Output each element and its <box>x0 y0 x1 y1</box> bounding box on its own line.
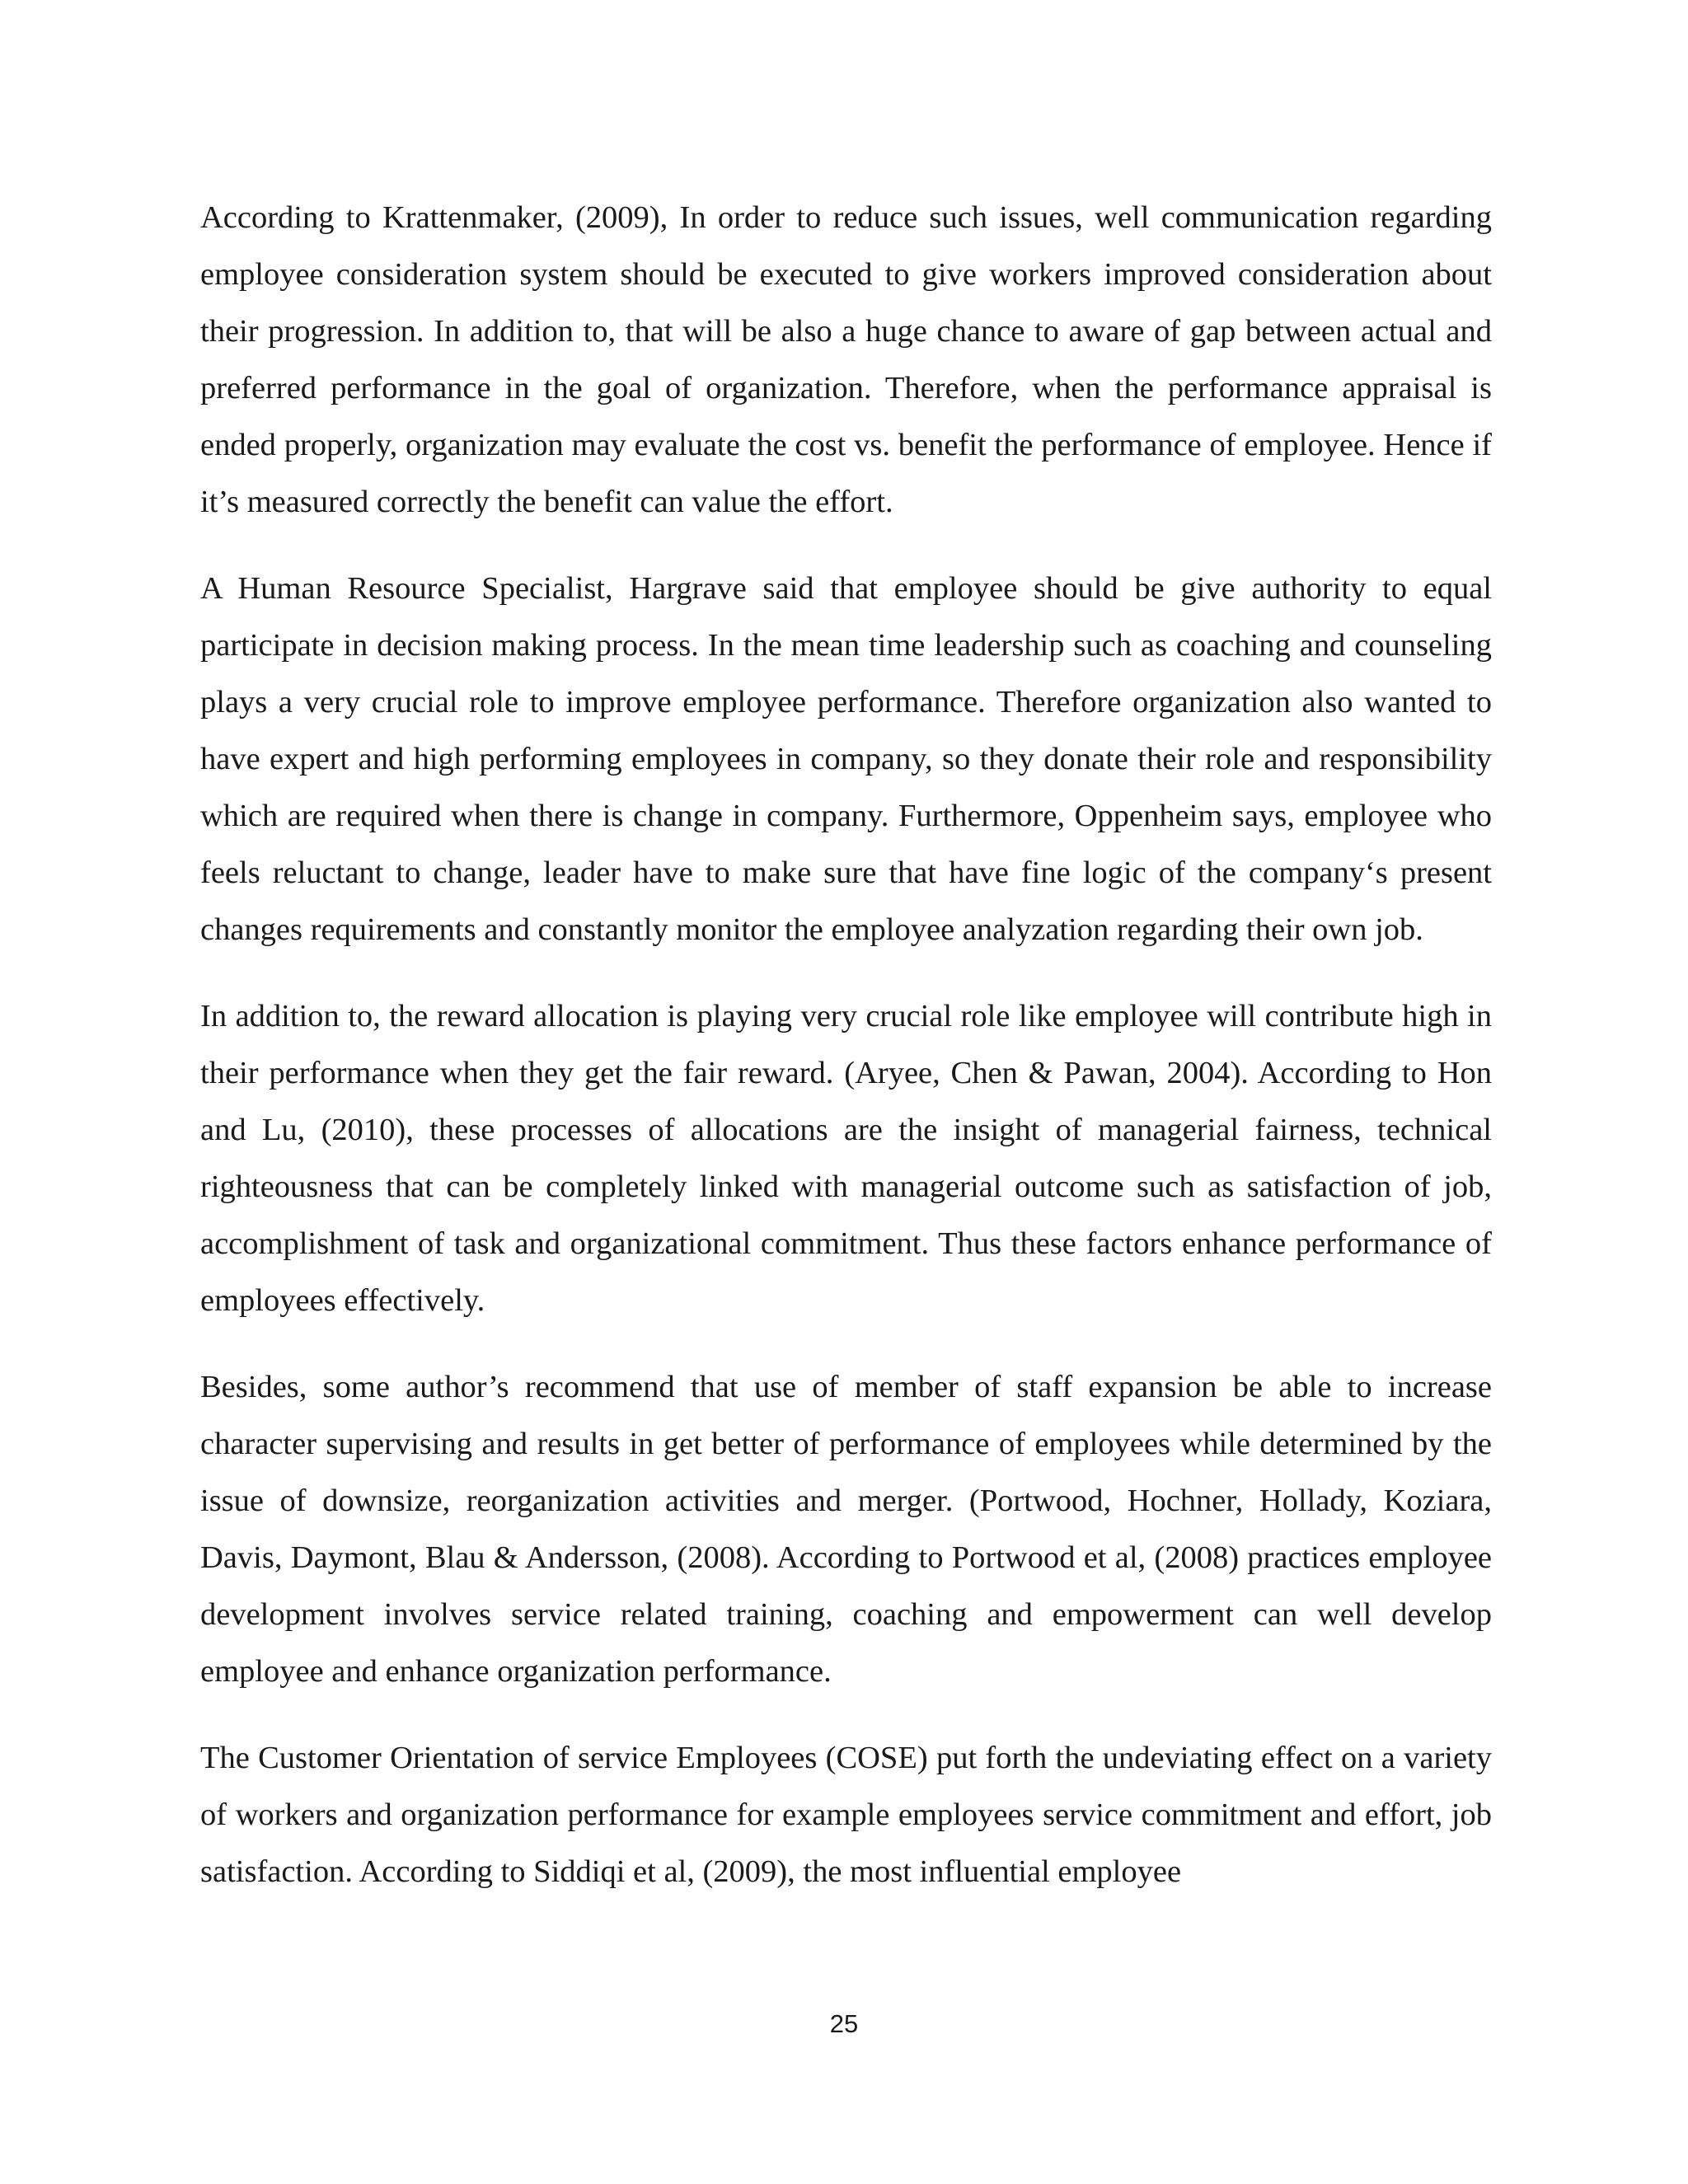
paragraph-2: A Human Resource Specialist, Hargrave said that employee should be give authority to equal participate in decision making process. In the mean time leadership such as coaching and counseling plays a very crucial role to improve employee performance. Therefore organization also wanted to have expert and high performing employees in company, so they donate their role and responsibility which are required when there is change in company. Furthermore, Oppenheim says, employee who feels reluctant to change, leader have to make sure that have fine logic of the company‘s present changes requirements and constantly monitor the employee analyzation regarding their own job. <box>200 571 1492 947</box>
paragraph-4: Besides, some author’s recommend that use of member of staff expansion be able to increase character supervising and results in get better of performance of employees while determined by the issue of downsize, reorganization activities and merger. (Portwood, Hochner, Hollady, Koziara, Davis, Daymont, Blau & Andersson, (2008). According to Portwood et al, (2008) practices employee development involves service related training, coaching and empowerment can well develop employee and enhance organization performance. <box>200 1370 1492 1689</box>
paragraph-3: In addition to, the reward allocation is playing very crucial role like employee will contribute high in their performance when they get the fair reward. (Aryee, Chen & Pawan, 2004). According to Hon and Lu, (2010), these processes of allocations are the insight of managerial fairness, technical righteousness that can be completely linked with managerial outcome such as satisfaction of job, accomplishment of task and organizational commitment. Thus these factors enhance performance of employees effectively. <box>200 999 1492 1318</box>
paragraph-1: According to Krattenmaker, (2009), In order to reduce such issues, well communication regarding employee consideration system should be executed to give workers improved consideration about their progression. In addition to, that will be also a huge chance to aware of gap between actual and preferred performance in the goal of organization. Therefore, when the performance appraisal is ended properly, organization may evaluate the cost vs. benefit the performance of employee. Hence if it’s measured correctly the benefit can value the effort. <box>200 200 1492 519</box>
paragraph-5: The Customer Orientation of service Employees (COSE) put forth the undeviating effect on a variety of workers and organization performance for example employees service commitment and effort, job satisfaction. According to Siddiqi et al, (2009), the most influential employee <box>200 1741 1492 1889</box>
page-number: 25 <box>829 2009 859 2038</box>
body-text <box>200 190 1492 1930</box>
